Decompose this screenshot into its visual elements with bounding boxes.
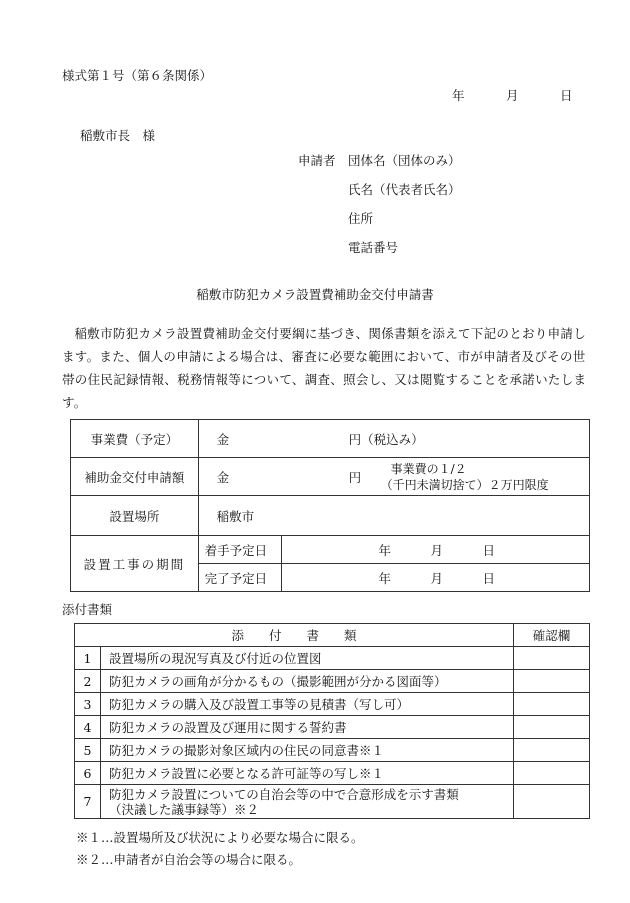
attachment-row — [75, 647, 590, 670]
date-month: 月 — [506, 88, 519, 103]
project-cost-suffix: 円（税込み） — [348, 431, 424, 447]
applicant-name: 氏名（代表者氏名） — [348, 182, 461, 197]
row-period-start — [71, 536, 590, 564]
date-line — [452, 86, 573, 104]
start-date-label: 着手予定日 — [198, 536, 282, 564]
subsidy-suffix: 円 — [348, 469, 362, 485]
attachments-heading: 添付書類 — [62, 602, 113, 617]
start-day: 日 — [482, 542, 495, 558]
start-year: 年 — [378, 542, 391, 558]
applicant-phone: 電話番号 — [348, 240, 399, 255]
applicant-label: 申請者 — [298, 153, 336, 168]
attachment-row — [75, 739, 590, 762]
attachment-text: 設置場所の現況写真及び付近の位置図 — [100, 647, 513, 670]
subsidy-value[interactable] — [198, 458, 589, 496]
attachment-check-cell[interactable] — [514, 762, 590, 785]
subsidy-note-line2: （千円未満切捨て）２万円限度 — [380, 477, 549, 492]
attachment-number: 4 — [75, 716, 101, 739]
attachments-header-row — [75, 624, 590, 647]
project-cost-value[interactable] — [198, 420, 589, 458]
attachment-row — [75, 762, 590, 785]
start-date-value[interactable] — [282, 536, 590, 564]
subsidy-prefix: 金 — [216, 469, 230, 485]
start-month: 月 — [430, 542, 443, 558]
docs-column-header: 添 付 書 類 — [75, 624, 514, 647]
attachments-table — [74, 623, 590, 819]
subsidy-label: 補助金交付申請額 — [71, 458, 199, 496]
addressee: 稲敷市長 様 — [80, 128, 156, 143]
attachment-check-cell[interactable] — [514, 716, 590, 739]
row-location — [71, 496, 590, 536]
attachment-check-cell[interactable] — [514, 647, 590, 670]
attachment-number: 6 — [75, 762, 101, 785]
project-cost-prefix: 金 — [216, 431, 230, 447]
attachment-text: 防犯カメラの撮影対象区域内の住民の同意書※１ — [100, 739, 513, 762]
attachment-row — [75, 670, 590, 693]
date-year: 年 — [452, 88, 465, 103]
row-subsidy — [71, 458, 590, 496]
attachment-number: 7 — [75, 785, 101, 819]
attachment-row — [75, 716, 590, 739]
location-label: 設置場所 — [71, 496, 199, 536]
attachment-check-cell[interactable] — [514, 670, 590, 693]
attachment-text: 防犯カメラの画角が分かるもの（撮影範囲が分かる図面等） — [100, 670, 513, 693]
location-value[interactable] — [198, 496, 589, 536]
attachment-text — [100, 785, 513, 819]
attachment-text: 防犯カメラの設置及び運用に関する誓約書 — [100, 716, 513, 739]
attachment-check-cell[interactable] — [514, 693, 590, 716]
attachment-row — [75, 785, 590, 819]
row-project-cost — [71, 420, 590, 458]
attachment-check-cell[interactable] — [514, 739, 590, 762]
end-date-label: 完了予定日 — [198, 564, 282, 592]
location-city: 稲敷市 — [216, 508, 255, 524]
form-number: 様式第１号（第６条関係） — [62, 68, 213, 83]
applicant-group-name: 団体名（団体のみ） — [348, 153, 461, 168]
attachment-number: 2 — [75, 670, 101, 693]
attachment-number: 5 — [75, 739, 101, 762]
attachment-row — [75, 693, 590, 716]
note-1: ※１…設置場所及び状況により必要な場合に限る。 — [76, 830, 364, 845]
attachment-text-line2: （決議した議事録等）※２ — [108, 801, 259, 817]
check-column-header: 確認欄 — [514, 624, 590, 647]
date-day: 日 — [560, 88, 573, 103]
period-label: 設置工事の期間 — [71, 536, 199, 592]
note-2: ※２…申請者が自治会等の場合に限る。 — [76, 852, 302, 867]
attachment-text: 防犯カメラの購入及び設置工事等の見積書（写し可） — [100, 693, 513, 716]
attachment-check-cell[interactable] — [514, 785, 590, 819]
attachment-text: 防犯カメラ設置に必要となる許可証等の写し※１ — [100, 762, 513, 785]
end-month: 月 — [430, 570, 443, 586]
end-day: 日 — [482, 570, 495, 586]
subsidy-note-line1: 事業費の１/２ — [390, 461, 467, 476]
applicant-address: 住所 — [348, 211, 374, 226]
application-table — [70, 419, 590, 592]
attachment-number: 3 — [75, 693, 101, 716]
end-year: 年 — [378, 570, 391, 586]
attachment-text-line1: 防犯カメラ設置についての自治会等の中で合意形成を示す書類 — [108, 786, 459, 802]
project-cost-label: 事業費（予定） — [71, 420, 199, 458]
end-date-value[interactable] — [282, 564, 590, 592]
document-title: 稲敷市防犯カメラ設置費補助金交付申請書 — [196, 287, 434, 302]
attachment-number: 1 — [75, 647, 101, 670]
body-text: 稲敷市防犯カメラ設置費補助金交付要綱に基づき、関係書類を添えて下記のとおり申請します。また、個人の申請による場合は、審査に必要な範囲において、市が申請者及びその世帯の住民記録情報、税務情報等について、調査、照会し、又は閲覧することを承諾いたします。 — [62, 326, 587, 410]
